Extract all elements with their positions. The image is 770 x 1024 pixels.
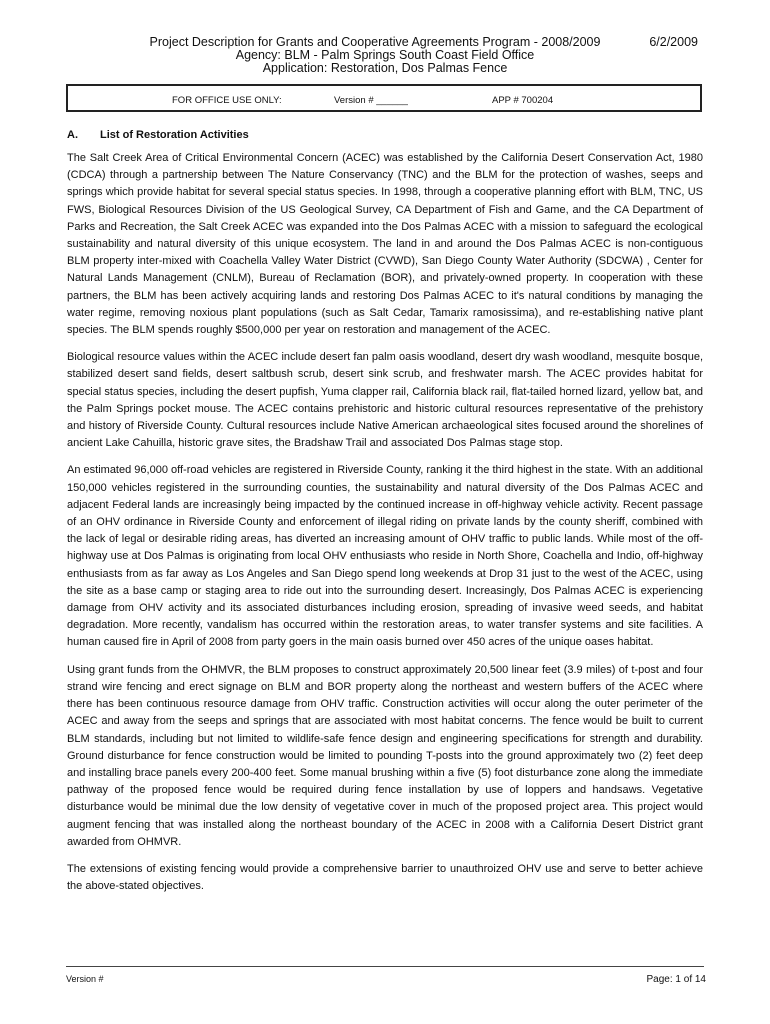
footer-divider — [66, 966, 704, 967]
version-field: Version # ______ — [334, 95, 408, 106]
footer-version: Version # — [66, 974, 104, 984]
document-header — [0, 36, 770, 75]
paragraph: The Salt Creek Area of Critical Environmental Concern (ACEC) was established by the California Desert Conservation Act, 1980 (CDCA) through a partnership between The Nature Conservancy (TNC) and the BLM for the protection of washes, seeps and springs which provide habitat for several special status species. In 1998, through a cooperative planning effort with BLM, TNC, US FWS, Biological Resources Division of the US Geological Survey, CA Department of Fish and Game, and the CA Department of Parks and Recreation, the Salt Creek ACEC was expanded into the Dos Palmas ACEC with a mission to safeguard the ecological sustainability and natural diversity of this unique ecosystem. The land in and around the Dos Palmas ACEC is non-contiguous BLM property inter-mixed with Coachella Valley Water District (CVWD), San Diego County Water Authority (SDCWA) , Center for Natural Lands Management (CNLM), Bureau of Reclamation (BOR), and privately-owned property. In cooperation with these partners, the BLM has been actively acquiring lands and restoring Dos Palmas ACEC to it's natural conditions by managing the water regime, removing noxious plant populations (such as Salt Cedar, Tamarix ramosissima), and re-establishing native plant species. The BLM spends roughly $500,000 per year on restoration and management of the ACEC. — [67, 152, 703, 337]
section-number: A. — [67, 129, 78, 141]
header-application: Application: Restoration, Dos Palmas Fence — [262, 61, 508, 75]
office-use-label: FOR OFFICE USE ONLY: — [172, 95, 282, 106]
paragraph: Using grant funds from the OHMVR, the BLM proposes to construct approximately 20,500 linear feet (3.9 miles) of t-post and four strand wire fencing and erect signage on BLM and BOR property along the northeast and western buffers of the ACEC where there has been continuous resource damage from OHV traffic. Construction activities will occur along the outer perimeter of the ACEC and away from the seeps and springs that are associated with most habitat concerns. The fence would be built to current BLM standards, including but not limited to wildlife-safe fence design and engineering specifications for strength and durability. Ground disturbance for fence construction would be limited to pounding T-posts into the ground approximately two (2) feet deep and installing brace panels every 200-400 feet. Some manual brushing within a five (5) foot disturbance zone along the immediate pathway of the proposed fence would be required during fence installation by use of loppers and handsaws. Vegetative disturbance would be minimal due the low density of vegetative cover in much of the proposed project area. This project would augment fencing that was installed along the northeast boundary of the ACEC in 2008 with a California Desert District grant awarded from OHMVR. — [67, 663, 703, 848]
paragraph: An estimated 96,000 off-road vehicles are registered in Riverside County, ranking it the third highest in the state. With an additional 150,000 vehicles registered in the surrounding counties, the sustainability and natural diversity of the Dos Palmas ACEC and adjacent Federal lands are increasingly being impacted by the continued increase in off-highway vehicle activity. Recent passage of an OHV ordinance in Riverside County and enforcement of illegal riding on private lands by the county sheriff, combined with the lack of legal or desirable riding areas, has diverted an increasing amount of OHV traffic to public lands. While most of the off-highway use at Dos Palmas is originating from local OHV enthusiasts who reside in North Shore, Coachella and Indio, off-highway enthusiasts from as far away as Los Angeles and San Diego spend long weekends at Drop 31 just to the west of the ACEC, using the site as a base camp or staging area to ride out into the surrounding desert. Increasingly, Dos Palmas ACEC is experiencing damage from OHV activity and its associated disturbances including erosion, spreading of invasive weed seeds, and habitat degradation. More recently, vandalism has occurred within the restoration areas, to water transfer systems and site facilities. A human caused fire in April of 2008 from party goers in the main oasis burned over 450 acres of the unique oases habitat. — [67, 464, 703, 649]
body-text — [67, 150, 703, 905]
paragraph: Biological resource values within the ACEC include desert fan palm oasis woodland, desert dry wash woodland, mesquite bosque, stabilized desert sand fields, desert saltbush scrub, desert sink scrub, and freshwater marsh. The ACEC provides habitat for special status species, including the desert pupfish, Yuma clapper rail, California black rail, flat-tailed horned lizard, yellow bat, and the Palm Springs pocket mouse. The ACEC contains prehistoric and historic cultural resources representative of the prehistory and history of Riverside County. Cultural resources include Native American archaeological sites focused around the shorelines of ancient Lake Cahuilla, historic grave sites, the Bradshaw Trail and associated Dos Palmas stage stop. — [67, 351, 703, 450]
paragraph: The extensions of existing fencing would provide a comprehensive barrier to unauthroized OHV use and serve to better achieve the above-stated objectives. — [67, 862, 703, 893]
office-use-box — [66, 84, 702, 112]
section-title: List of Restoration Activities — [100, 129, 249, 141]
section-heading — [67, 129, 249, 141]
header-title: Project Description for Grants and Cooperative Agreements Program - 2008/2009 — [149, 35, 601, 49]
page-number: Page: 1 of 14 — [646, 974, 706, 985]
app-number: APP # 700204 — [492, 95, 554, 106]
header-agency: Agency: BLM - Palm Springs South Coast Field Office — [235, 48, 535, 62]
header-date: 6/2/2009 — [649, 35, 698, 49]
